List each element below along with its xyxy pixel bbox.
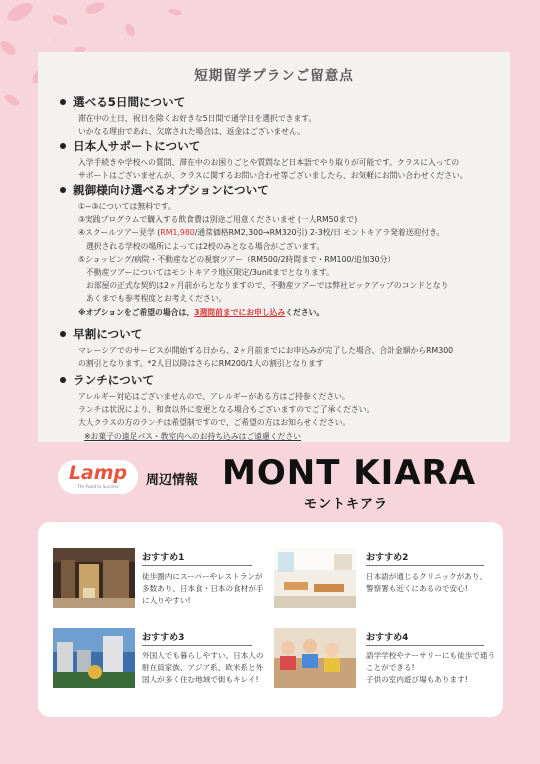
text-line: ④スクールツアー見学 (RM1,980/通常価格RM2,300→RM320引) 2-3校/日 モントキアラ発着送迎付き。: [78, 228, 445, 238]
area-info-label: 周辺情報: [146, 473, 199, 488]
section-early-discount: [60, 326, 453, 370]
text-line: ③実践プログラムで購入する飲食費は別途ご用意くださいませ (一人RM50まで): [78, 215, 358, 225]
recommend-2-text: 日本語が通じるクリニックがあり、 警察署も近くにあるので安心!: [366, 572, 488, 593]
snack-note: ※お菓子の遠足パス・教室内へのお持ち込みはご遠慮ください: [84, 431, 302, 441]
text-line: お部屋の正式な契約は2ヶ月前からとなりますので、不動産ツアーでは弊社ピックアップのコンドとなり: [86, 281, 449, 291]
photo-building-lobby: [53, 548, 135, 608]
text-line: 入学手続きや学校への質問、滞在中のお困りごとや質問など日本語でやり取りが可能です。クラスに入っての: [78, 158, 460, 167]
page-title-kana: モントキアラ: [304, 497, 389, 512]
section-5days: [60, 94, 316, 138]
recommend-2-title: おすすめ2: [366, 550, 484, 566]
text-line: サポートはございませんが、クラスに関するお問い合わせ等ございましたら、お気軽にお問い合わせください。: [78, 171, 468, 181]
bullet-icon: [60, 331, 66, 337]
bullet-icon: [60, 187, 66, 193]
section-heading: 早割について: [73, 327, 143, 341]
text-line: 選択される学校の場所によっては2校のみとなる場合がございます。: [86, 241, 325, 251]
lamp-logo: Lamp The Road to Success: [58, 460, 138, 494]
section-heading: 選べる5日間について: [73, 95, 186, 109]
photo-clinic: [274, 548, 356, 608]
photo-cityscape: [53, 628, 135, 688]
section-options: [60, 182, 448, 319]
bullet-icon: [60, 143, 66, 149]
text-line: あくまでも参考程度とお考えください。: [86, 294, 227, 304]
bullet-icon: [60, 99, 66, 105]
photo-children-classroom: [274, 628, 356, 688]
price-highlight: RM1,980: [160, 228, 195, 238]
deadline-highlight: 3週間前までにお申し込み: [194, 307, 286, 317]
section-support: [60, 138, 468, 182]
section-heading: ランチについて: [73, 373, 154, 387]
recommend-3-text: 外国人でも暮らしやすい。日本人の 駐在員家族、アジア系、欧米系と外 国人が多く住む地域で街もキレイ!: [142, 651, 264, 684]
text-line: ①~③については無料です。: [78, 202, 176, 211]
text-line: ⑤ショッピング/病院・不動産などの視察ツアー（RM500/2時間まで・RM100/追加30分）: [78, 254, 396, 264]
text-line: ランチは状況により、和食以外に変更となる場合もございますのでご了承ください。: [78, 405, 375, 415]
text-line: 不動産ツアーについてはモントキアラ地区限定/3unitまでとなります。: [86, 268, 334, 278]
section-heading: 日本人サポートについて: [73, 139, 201, 153]
recommend-4-title: おすすめ4: [366, 630, 484, 646]
notice-panel: [38, 52, 510, 442]
text-line: 大人クラスの方のランチは希望制ですので、ご希望の方はお知らせください。: [78, 418, 351, 428]
recommendations-card: [38, 522, 503, 717]
section-lunch: [60, 372, 374, 443]
recommend-4-text: 語学学校やナーサリーにも徒歩で通う ことができる! 子供の室内遊び場もあります!: [366, 651, 496, 684]
text-line: いかなる理由であれ、欠席された場合は、返金はございません。: [78, 127, 306, 137]
page-title: MONT KIARA: [222, 453, 477, 493]
section-heading: 親御様向け選べるオプションについて: [73, 183, 269, 197]
bullet-icon: [60, 377, 66, 383]
recommend-1-text: 徒歩圏内にスーパーやレストランが 多数あり、日本食・日本の食材が手 に入りやすい!: [142, 572, 264, 605]
recommend-1-title: おすすめ1: [142, 550, 252, 566]
recommend-3-title: おすすめ3: [142, 630, 252, 646]
text-line: ※オプションをご希望の場合は、3週間前までにお申し込みください。: [78, 307, 325, 317]
text-line: マレーシアでのサービスが開始する日から、2ヶ月前までにお申込みが完了した場合、合計金額からRM300: [78, 346, 454, 355]
text-line: アレルギー対応はございませんので、アレルギーがある方はご持参ください。: [78, 392, 350, 401]
notice-title: 短期留学プランご留意点: [194, 68, 354, 84]
text-line: 滞在中の土日、祝日を除くお好きな5日間で通学日を選択できます。: [78, 114, 317, 123]
text-line: の割引となります。*2人目以降はさらにRM200/1人の割引となります: [78, 359, 324, 369]
